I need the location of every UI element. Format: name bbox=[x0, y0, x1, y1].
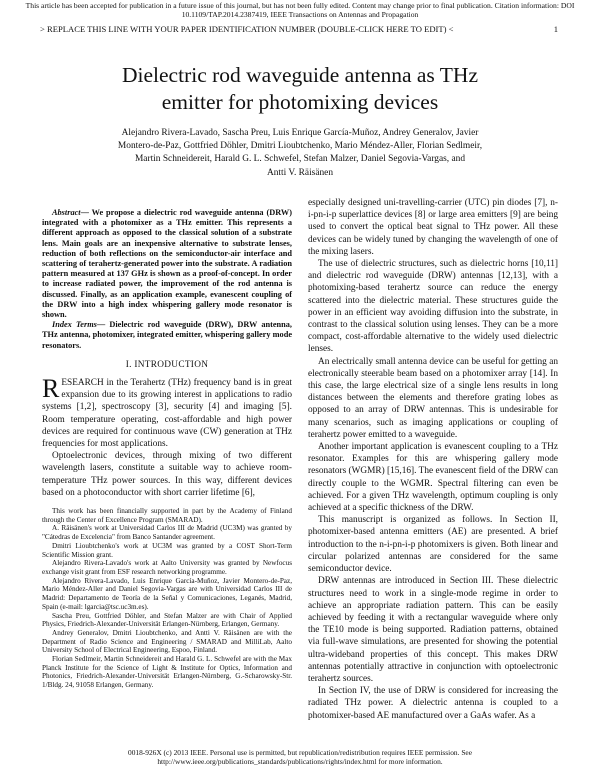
body-paragraph: This manuscript is organized as follows. In Section II, photomixer-based antenna emitters (AE) are presented. A brief introduction to the n-i-pn-i-p photomixers is given. Both linear and circular polarized antennas are considered for the same semiconductor device. bbox=[308, 515, 558, 575]
intro-paragraph-text: ESEARCH in the Terahertz (THz) frequency band is in great expansion due to its growing interest in applications to radio systems [1,2], spectroscopy [3], security [4] and imaging [5]. Room temperature operating, cost-affordable and high power devices are required for continuous wave (CW) generation at THz frequencies for most applications. bbox=[42, 378, 292, 450]
abstract-label: Abstract bbox=[52, 208, 81, 217]
footer-line: 0018-926X (c) 2013 IEEE. Personal use is permitted, but republication/redistribution requires IEEE permission. See bbox=[128, 748, 472, 757]
footnote: A. Räisänen's work at Universidad Carlos III de Madrid (UC3M) was granted by "Cátedras de Excelencia" from Banco Santander agreement. bbox=[42, 524, 292, 542]
author-line: Montero-de-Paz, Gottfried Döhler, Dmitri Lioubtchenko, Mario Méndez-Aller, Florian Sedlmeir, bbox=[117, 141, 483, 152]
title-line: Dielectric rod waveguide antenna as THz bbox=[122, 63, 478, 87]
publication-notice-line: This article has been accepted for publication in a future issue of this journal, but has not been fully edited. Content may change prior to final publication. Citation information: DOI bbox=[25, 2, 575, 10]
right-column bbox=[308, 197, 558, 722]
publication-notice-line: 10.1109/TAP.2014.2387419, IEEE Transactions on Antennas and Propagation bbox=[181, 10, 419, 19]
body-paragraph: In Section IV, the use of DRW is considered for increasing the radiated THz power. A dielectric antenna is coupled to a photomixer-based AE manufactured over a GaAs wafer. As a bbox=[308, 686, 558, 721]
body-paragraph: An electrically small antenna device can be useful for getting an electronically steerable beam based on a photomixer array [14]. In this case, the large electrical size of a single lens results in long distances between the elements and therefore grating lobes as opposed to an array of DRW antennas. This is undesirable for many scenarios, such as imaging applications or coupling of terahertz power emitted to a waveguide. bbox=[308, 356, 558, 440]
abstract bbox=[42, 208, 292, 320]
intro-paragraph: Optoelectronic devices, through mixing of two different wavelength lasers, constitute a suitable way to achieve room-temperature THz power sources. In this way, different devices based on a photoconductor with short carrier lifetime [6], bbox=[42, 451, 292, 498]
title-line: emitter for photomixing devices bbox=[161, 90, 439, 114]
body-paragraph: The use of dielectric structures, such as dielectric horns [10,11] and dielectric rod waveguide (DRW) antennas [12,13], with a photomixing-based terahertz source can reduce the energy scattered into the dielectric material. These structures guide the power in an efficient way avoiding diffusion into the substrate, in contrast to the classical solution using lenses. They can be a more compact, cost-affordable alternative to the widely used dielectric lenses. bbox=[308, 259, 558, 355]
author-list bbox=[60, 127, 540, 180]
footnote: Alejandro Rivera-Lavado's work at Aalto University was granted by Newfocus exchange visit grant from ESF research networking programme. bbox=[42, 559, 292, 576]
paper-header: > REPLACE THIS LINE WITH YOUR PAPER IDENTIFICATION NUMBER (DOUBLE-CLICK HERE TO EDIT) < bbox=[40, 24, 454, 34]
footnote: Alejandro Rivera-Lavado, Luis Enrique García-Muñoz, Javier Montero-de-Paz, Mario Méndez-Aller and Daniel Segovia-Vargas are with Universidad Carlos III de Madrid: Departamento de Teoría de la Señal y Comunicaciones, Leganés, Madrid, Spain (e-mail: lgarcia@tsc.uc3m.es). bbox=[42, 576, 292, 611]
author-line: Martin Schneidereit, Harald G. L. Schwefel, Stefan Malzer, Daniel Segovia-Vargas, and bbox=[134, 154, 466, 165]
abstract-text: — We propose a dielectric rod waveguide antenna (DRW) integrated with a photomixer as a THz emitter. This represents a different approach as opposed to the classical solution of a substrate lens. Main goals are an inexpensive alternative to substrate lenses, reduction of both reflections on the semiconductor-air interface and scattering of terahertz-generated power into the substrate. A radiation pattern measured at 137 GHz is shown as a proof-of-concept. In order to increase radiated power, the improvement of the rod antenna is discussed. Finally, as an application example, evanescent coupling of the DRW into a high index whispering gallery mode resonator is shown. bbox=[42, 208, 292, 320]
intro-paragraph bbox=[42, 374, 292, 450]
footer-line: http://www.ieee.org/publications_standards/publications/rights/index.html for more information. bbox=[157, 757, 443, 766]
drop-cap: R bbox=[42, 374, 60, 404]
body-paragraph: especially designed uni-travelling-carrier (UTC) pin diodes [7], n-i-pn-i-p superlattice devices [8] or large area emitters [9] are being used to convert the optical beat signal to THz power. All these devices can be widely tuned by changing the wavelength of one of the mixing lasers. bbox=[308, 198, 558, 257]
left-column bbox=[42, 208, 292, 690]
author-line: Antti V. Räisänen bbox=[266, 167, 334, 178]
body-paragraph: Another important application is evanescent coupling to a THz resonator. Examples for this are whispering gallery mode resonators (WGMR) [15,16]. The evanescent field of the DRW can directly couple to the WGMR. Spectral filtering can even be achieved. For a given THz wavelength, optimum coupling is only achieved at a specific thickness of the DRW. bbox=[308, 442, 558, 514]
footnote: This work has been financially supported in part by the Academy of Finland through the Center of Excellence Program (SMARAD). bbox=[42, 507, 292, 524]
index-terms-text: — Dielectric rod waveguide (DRW), DRW antenna, THz antenna, photomixer, integrated emitter, whispering gallery mode resonators. bbox=[42, 320, 292, 350]
publication-notice bbox=[8, 2, 592, 19]
footnotes bbox=[42, 507, 292, 690]
paper-title bbox=[40, 62, 560, 116]
index-terms bbox=[42, 320, 292, 351]
section-heading-introduction: I. INTRODUCTION bbox=[125, 359, 209, 370]
body-paragraph: DRW antennas are introduced in Section III. These dielectric structures need to work in a single-mode regime in order to achieve an appropriate radiation pattern. This can be easily achieved by feeding it with a rectangular waveguide where only the TE10 mode is being supported. Radiation patterns, obtained via full-wave simulations, are presented for showing the potential ultra-wideband properties of this concept. This makes DRW antennas potentially attractive in conjunction with optoelectronic terahertz sources. bbox=[308, 576, 558, 684]
copyright-footer bbox=[40, 748, 560, 766]
index-terms-label: Index Terms bbox=[52, 320, 97, 330]
page-number: 1 bbox=[553, 24, 558, 34]
footnote: Andrey Generalov, Dmitri Lioubtchenko, and Antti V. Räisänen are with the Department of Radio Science and Engineering / SMARAD and MilliLab, Aalto University School of Electrical Engineering, Espoo, Finland. bbox=[42, 628, 292, 655]
footnote: Sascha Preu, Gottfried Döhler, and Stefan Malzer are with Chair of Applied Physics, Friedrich-Alexander-Universität Erlangen-Nürnberg, Erlangen, Germany. bbox=[42, 611, 292, 629]
author-line: Alejandro Rivera-Lavado, Sascha Preu, Luis Enrique García-Muñoz, Andrey Generalov, Javier bbox=[121, 128, 479, 138]
footnote: Florian Sedlmeir, Martin Schneidereit and Harald G. L. Schwefel are with the Max Planck Institute for the Science of Light & Institute for Optics, Information and Photonics, Friedrich-Alexander-Universität Erlangen-Nürnberg, G.-Scharowsky-Str. 1/Bldg. 24, 91058 Erlangen, Germany. bbox=[42, 655, 292, 690]
footnote: Dmitri Lioubtchenko's work at UC3M was granted by a COST Short-Term Scientific Mission grant. bbox=[42, 541, 292, 559]
